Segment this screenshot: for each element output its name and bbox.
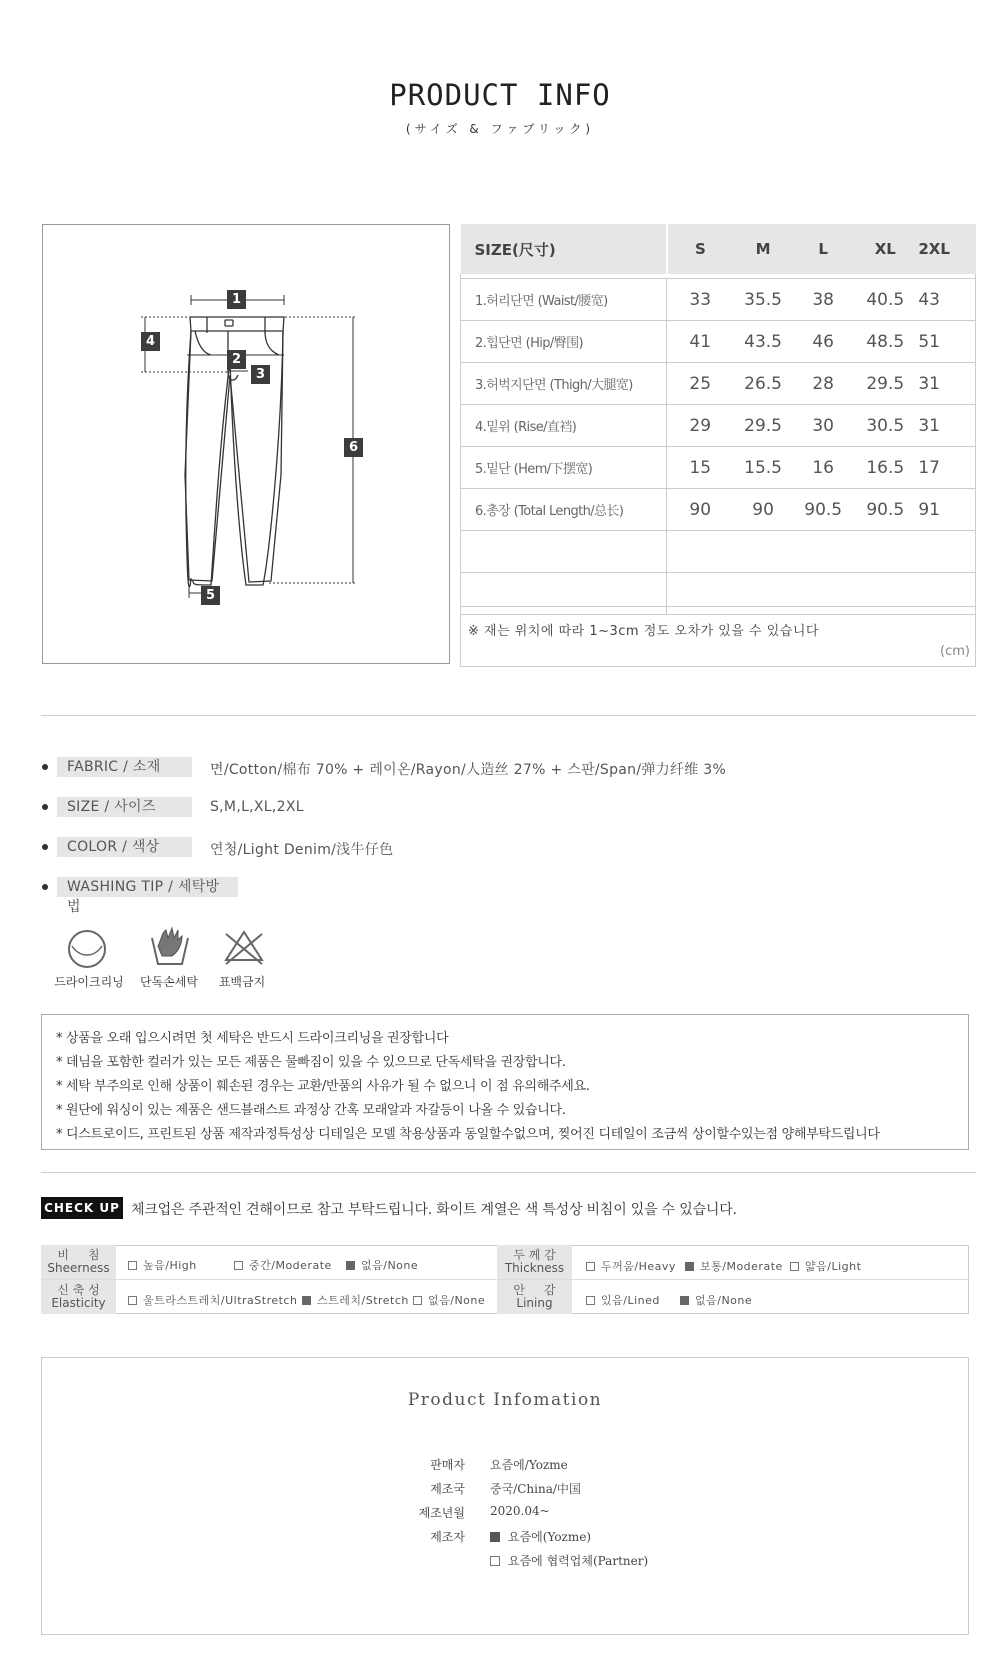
row-label: 6.총장 (Total Length/总长) bbox=[461, 489, 667, 531]
cell-value: 91 bbox=[917, 489, 975, 531]
washing-tip-tag: WASHING TIP / 세탁방법 bbox=[57, 877, 238, 897]
cell-value: 15.5 bbox=[733, 447, 793, 489]
table-row bbox=[461, 489, 976, 531]
row-label: 4.밑위 (Rise/直裆) bbox=[461, 405, 667, 447]
care-note: * 데님을 포함한 컬러가 있는 모든 제품은 물빠짐이 있을 수 있으므로 단독세탁을 권장합니다. bbox=[56, 1055, 566, 1070]
cell-value: 46 bbox=[793, 321, 853, 363]
lining-label-en: Lining bbox=[516, 1296, 553, 1310]
elasticity-option-stretch[interactable]: 스트레치/Stretch bbox=[302, 1292, 409, 1308]
lining-option-lined[interactable]: 있음/Lined bbox=[586, 1292, 660, 1308]
diagram-label-6: 6 bbox=[344, 438, 363, 457]
page-title: PRODUCT INFO bbox=[389, 78, 611, 112]
unit-label: (cm) bbox=[940, 644, 970, 659]
cell-value: 29.5 bbox=[733, 405, 793, 447]
bullet-icon bbox=[42, 804, 48, 810]
table-row bbox=[461, 405, 976, 447]
thickness-option-light[interactable]: 얇음/Light bbox=[790, 1258, 861, 1274]
bullet-icon bbox=[42, 764, 48, 770]
thickness-label-ko: 두 께 감 bbox=[513, 1248, 556, 1262]
sheerness-label-ko: 비 침 bbox=[57, 1248, 100, 1262]
diagram-label-4: 4 bbox=[141, 332, 160, 351]
cell-value: 29 bbox=[667, 405, 733, 447]
cell-value: 33 bbox=[667, 279, 733, 321]
elasticity-label-en: Elasticity bbox=[51, 1296, 106, 1310]
size-table bbox=[460, 224, 976, 615]
cell-value: 35.5 bbox=[733, 279, 793, 321]
product-info-title: Product Infomation bbox=[407, 1390, 603, 1410]
cell-value: 29.5 bbox=[853, 363, 917, 405]
table-row bbox=[461, 279, 976, 321]
cell-value: 15 bbox=[667, 447, 733, 489]
maker-key: 제조자 bbox=[430, 1530, 465, 1544]
no-bleach-icon bbox=[222, 926, 266, 966]
cell-value: 90.5 bbox=[793, 489, 853, 531]
care-label: 표백금지 bbox=[218, 975, 266, 989]
page-subtitle: (サイズ & ファブリック) bbox=[405, 122, 595, 136]
diagram-label-5: 5 bbox=[201, 586, 220, 605]
country-key: 제조국 bbox=[430, 1482, 465, 1496]
table-row bbox=[461, 447, 976, 489]
diagram-label-1: 1 bbox=[227, 290, 246, 309]
size-col-s: S bbox=[667, 224, 733, 274]
thickness-option-heavy[interactable]: 두꺼움/Heavy bbox=[586, 1258, 676, 1274]
lining-label bbox=[497, 1280, 572, 1314]
checkup-tag: CHECK UP bbox=[41, 1197, 123, 1219]
cell-value: 25 bbox=[667, 363, 733, 405]
care-note: * 세탁 부주의로 인해 상품이 훼손된 경우는 교환/반품의 사유가 될 수 없으니 이 점 유의해주세요. bbox=[56, 1079, 590, 1094]
row-label: 3.허벅지단면 (Thigh/大腿宽) bbox=[461, 363, 667, 405]
elasticity-label-ko: 신 축 성 bbox=[57, 1283, 100, 1297]
cell-value: 17 bbox=[917, 447, 975, 489]
divider bbox=[41, 715, 976, 716]
elasticity-label bbox=[41, 1280, 116, 1314]
cell-value: 16 bbox=[793, 447, 853, 489]
cell-value: 31 bbox=[917, 405, 975, 447]
cell-value: 48.5 bbox=[853, 321, 917, 363]
diagram-label-2: 2 bbox=[227, 350, 246, 369]
cell-value: 31 bbox=[917, 363, 975, 405]
table-row bbox=[461, 363, 976, 405]
row-label: 1.허리단면 (Waist/腰宽) bbox=[461, 279, 667, 321]
care-note: * 상품을 오래 입으시려면 첫 세탁은 반드시 드라이크리닝을 권장합니다 bbox=[56, 1031, 449, 1046]
date-key: 제조년월 bbox=[418, 1506, 465, 1520]
size-col-m: M bbox=[733, 224, 793, 274]
sheerness-label-en: Sheerness bbox=[47, 1261, 110, 1275]
cell-value: 16.5 bbox=[853, 447, 917, 489]
color-tag: COLOR / 색상 bbox=[57, 837, 192, 857]
thickness-label-en: Thickness bbox=[504, 1261, 565, 1275]
maker-option-yozme: 요즘에(Yozme) bbox=[490, 1528, 591, 1545]
sheerness-option-high[interactable]: 높음/High bbox=[128, 1257, 197, 1273]
maker-option-partner: 요즘에 협력업체(Partner) bbox=[490, 1552, 648, 1569]
cell-value: 30.5 bbox=[853, 405, 917, 447]
table-row bbox=[461, 321, 976, 363]
checkup-text: 체크업은 주관적인 견해이므로 참고 부탁드립니다. 화이트 계열은 색 특성상 비침이 있을 수 있습니다. bbox=[131, 1202, 737, 1218]
size-col-2xl: 2XL bbox=[917, 224, 975, 274]
row-label: 2.힙단면 (Hip/臀围) bbox=[461, 321, 667, 363]
cell-value: 26.5 bbox=[733, 363, 793, 405]
measurement-note: ※ 재는 위치에 따라 1~3cm 정도 오차가 있을 수 있습니다 bbox=[468, 624, 819, 639]
elasticity-option-none[interactable]: 없음/None bbox=[413, 1292, 485, 1308]
row-label: 5.밑단 (Hem/下摆宽) bbox=[461, 447, 667, 489]
divider bbox=[41, 1172, 976, 1173]
size-col-l: L bbox=[793, 224, 853, 274]
size-tag: SIZE / 사이즈 bbox=[57, 797, 192, 817]
cell-value: 51 bbox=[917, 321, 975, 363]
cell-value: 30 bbox=[793, 405, 853, 447]
hand-wash-icon bbox=[148, 924, 192, 968]
dry-clean-icon bbox=[66, 928, 108, 970]
elasticity-option-ultrastretch[interactable]: 울트라스트레치/UltraStretch bbox=[128, 1292, 297, 1308]
size-header-label: SIZE(尺寸) bbox=[461, 224, 667, 274]
cell-value: 40.5 bbox=[853, 279, 917, 321]
size-table-header bbox=[461, 224, 976, 274]
bullet-icon bbox=[42, 884, 48, 890]
care-label: 단독손세탁 bbox=[140, 975, 198, 989]
cell-value: 41 bbox=[667, 321, 733, 363]
seller-key: 판매자 bbox=[430, 1458, 465, 1472]
cell-value: 38 bbox=[793, 279, 853, 321]
cell-value: 90.5 bbox=[853, 489, 917, 531]
sheerness-option-moderate[interactable]: 중간/Moderate bbox=[234, 1257, 332, 1273]
cell-value: 43 bbox=[917, 279, 975, 321]
cell-value: 90 bbox=[667, 489, 733, 531]
thickness-label bbox=[497, 1245, 572, 1279]
date-value: 2020.04~ bbox=[490, 1504, 550, 1518]
bullet-icon bbox=[42, 844, 48, 850]
lining-label-ko: 안 감 bbox=[513, 1283, 556, 1297]
thickness-option-moderate[interactable]: 보통/Moderate bbox=[685, 1258, 783, 1274]
country-value: 중국/China/中国 bbox=[490, 1482, 581, 1496]
care-label: 드라이크리닝 bbox=[54, 975, 124, 989]
sheerness-option-none[interactable]: 없음/None bbox=[346, 1257, 418, 1273]
color-value: 연청/Light Denim/浅牛仔色 bbox=[210, 842, 394, 858]
lining-option-none[interactable]: 없음/None bbox=[680, 1292, 752, 1308]
pants-diagram-icon bbox=[43, 225, 449, 663]
diagram-label-3: 3 bbox=[251, 365, 270, 384]
fabric-tag: FABRIC / 소재 bbox=[57, 757, 192, 777]
table-row-empty bbox=[461, 531, 976, 573]
seller-value: 요즘에/Yozme bbox=[490, 1458, 568, 1472]
cell-value: 28 bbox=[793, 363, 853, 405]
care-note: * 원단에 워싱이 있는 제품은 샌드블래스트 과정상 간혹 모래알과 자갈등이 나올 수 있습니다. bbox=[56, 1103, 566, 1118]
size-col-xl: XL bbox=[853, 224, 917, 274]
sheerness-label bbox=[41, 1245, 116, 1279]
cell-value: 43.5 bbox=[733, 321, 793, 363]
size-value: S,M,L,XL,2XL bbox=[210, 799, 304, 815]
cell-value: 90 bbox=[733, 489, 793, 531]
fabric-value: 면/Cotton/棉布 70% + 레이온/Rayon/人造丝 27% + 스판/Span/弹力纤维 3% bbox=[210, 762, 727, 778]
pants-diagram-panel bbox=[42, 224, 450, 664]
care-note: * 디스트로이드, 프린트된 상품 제작과정특성상 디테일은 모델 착용상품과 동일할수없으며, 찢어진 디테일이 조금씩 상이할수있는점 양해부탁드립니다 bbox=[56, 1127, 880, 1142]
